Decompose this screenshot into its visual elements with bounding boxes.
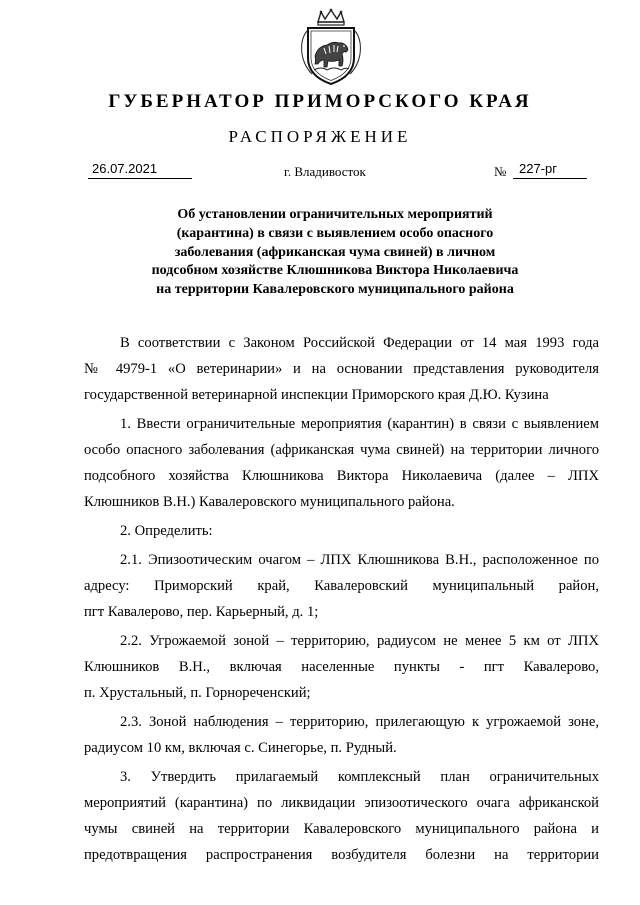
text-line: Клюшников В.Н., включая населенные пункты - пгт Кавалерово, [84, 659, 599, 675]
document-city: г. Владивосток [284, 164, 366, 179]
title-line: подсобном хозяйстве Клюшникова Виктора Николаевича [151, 263, 519, 279]
paragraph-item-1 [84, 411, 599, 515]
text-line: государственной ветеринарной инспекции Приморского края Д.Ю. Кузина [84, 387, 549, 403]
authority-heading: ГУБЕРНАТОР ПРИМОРСКОГО КРАЯ [108, 91, 532, 112]
paragraph-preamble [84, 330, 599, 408]
text-line: подсобного хозяйства Клюшникова Виктора Николаевича (далее – ЛПХ [84, 468, 599, 484]
coat-of-arms-icon [294, 8, 368, 88]
text-line: 2. Определить: [120, 523, 213, 539]
number-sign: № [494, 164, 507, 179]
text-line: предотвращения распространения возбудителя болезни на территории [84, 847, 599, 863]
paragraph-item-2-2 [84, 628, 599, 706]
paragraph-item-2-3 [84, 709, 599, 761]
text-line: В соответствии с Законом Российской Федерации от 14 мая 1993 года [120, 335, 599, 351]
text-line: 2.2. Угрожаемой зоной – территорию, радиусом не менее 5 км от ЛПХ [120, 633, 599, 649]
text-line: 2.1. Эпизоотическим очагом – ЛПХ Клюшникова В.Н., расположенное по [120, 552, 599, 568]
text-line: радиусом 10 км, включая с. Синегорье, п. Рудный. [84, 740, 397, 756]
paragraph-item-3 [84, 764, 599, 868]
text-line: особо опасного заболевания (африканская чума свиней) на территории личного [84, 442, 599, 458]
document-body [84, 330, 599, 868]
text-line: 1. Ввести ограничительные мероприятия (карантин) в связи с выявлением [120, 416, 599, 432]
title-line: (карантина) в связи с выявлением особо опасного [176, 225, 494, 241]
document-date: 26.07.2021 [88, 160, 192, 179]
title-line: Об установлении ограничительных мероприятий [177, 207, 493, 222]
title-line: заболевания (африканская чума свиней) в личном [174, 244, 496, 260]
title-line: на территории Кавалеровского муниципального района [156, 282, 514, 298]
text-line: 3. Утвердить прилагаемый комплексный план ограничительных [120, 769, 599, 785]
document-title [100, 206, 570, 300]
text-line: адресу: Приморский край, Кавалеровский муниципальный район, [84, 578, 599, 594]
text-line: п. Хрустальный, п. Горнореченский; [84, 685, 311, 701]
text-line: пгт Кавалерово, пер. Карьерный, д. 1; [84, 604, 319, 620]
paragraph-item-2 [84, 518, 599, 544]
text-line: № 4979-1 «О ветеринарии» и на основании представления руководителя [84, 361, 599, 377]
paragraph-item-2-1 [84, 547, 599, 625]
text-line: Клюшников В.Н.) Кавалеровского муниципального района. [84, 494, 455, 510]
document-number: 227-рг [513, 160, 587, 179]
text-line: 2.3. Зоной наблюдения – территорию, прилегающую к угрожаемой зоне, [120, 714, 599, 730]
text-line: мероприятий (карантина) по ликвидации эпизоотического очага африканской [84, 795, 599, 811]
document-type-heading: РАСПОРЯЖЕНИЕ [228, 127, 412, 146]
text-line: чумы свиней на территории Кавалеровского муниципального района и [84, 821, 599, 837]
